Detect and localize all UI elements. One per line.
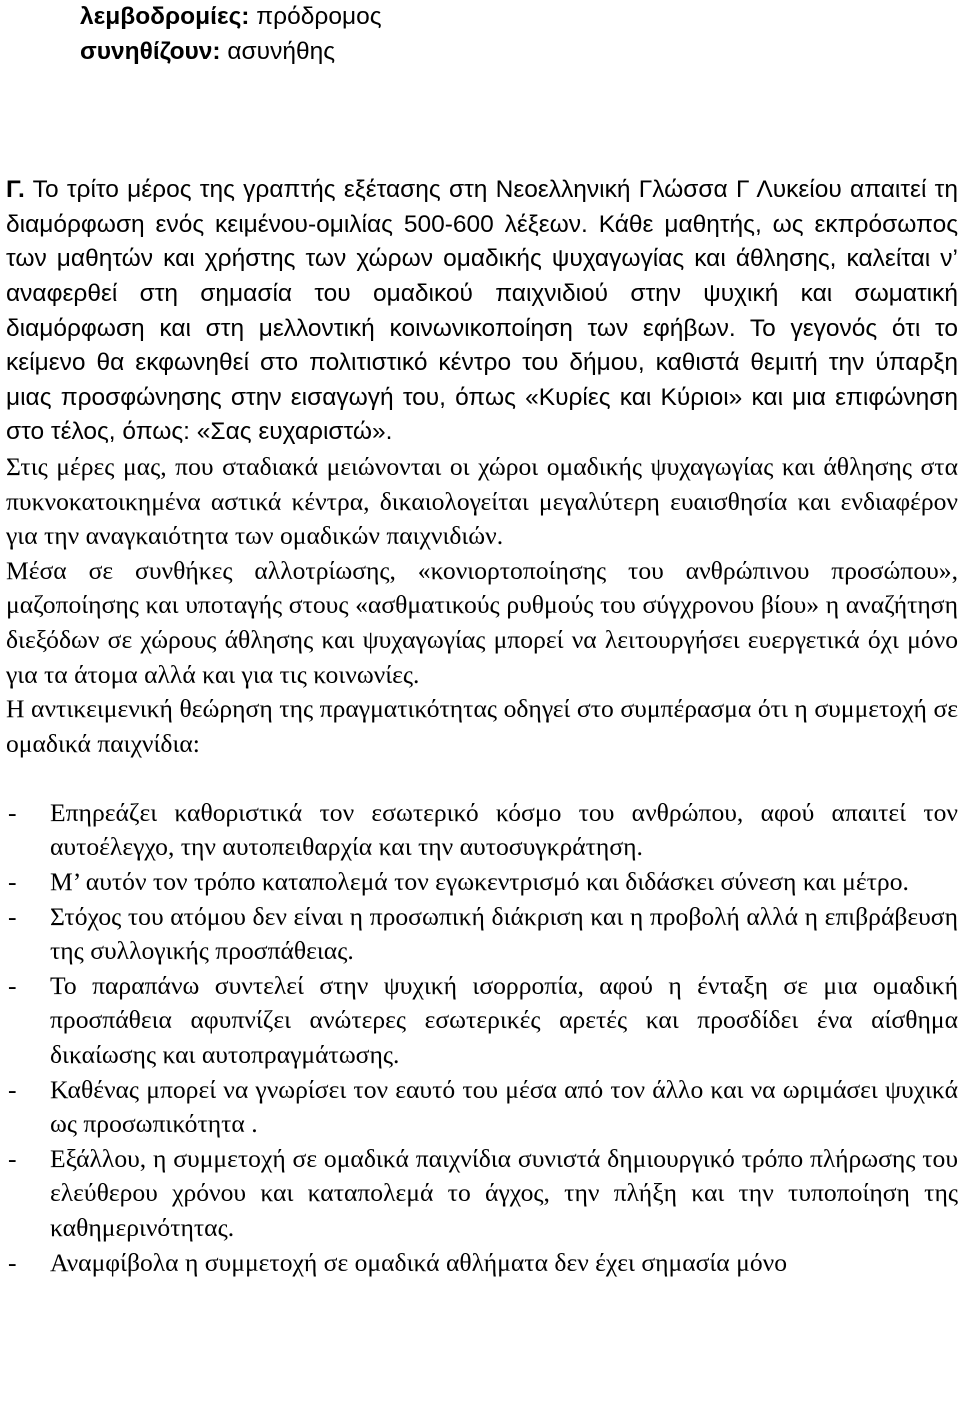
document-page [6,0,958,1280]
vocabulary-word: συνηθίζουν: [80,37,221,65]
bullet-dash: - [8,797,17,827]
list-item-text: Το παραπάνω συντελεί στην ψυχική ισορροπία, αφού η ένταξη σε μια ομαδική προσπάθεια αφυπνίζει ανώτερες εσωτερικές αρετές και προσδίδει ένα αίσθημα δικαίωσης και αυτοπραγμάτωσης. [50,970,958,1070]
bullet-list [6,796,958,1280]
body-paragraph: Μέσα σε συνθήκες αλλοτρίωσης, «κονιορτοποίησης του ανθρώπινου προσώπου», μαζοποίησης και υποταγής στους «ασθματικούς ρυθμούς του σύγχρονου βίου» η αναζήτηση διεξόδων σε χώρους άθλησης και ψυχαγωγίας μπορεί να λειτουργήσει ευεργετικά όχι μόνο για τα άτομα αλλά και για τις κοινωνίες. [6,555,958,689]
bullet-dash: - [8,867,17,897]
list-item-text: Αναμφίβολα η συμμετοχή σε ομαδικά αθλήματα δεν έχει σημασία μόνο [50,1247,788,1277]
spacer [6,69,958,173]
section-g-prompt [6,173,958,450]
bullet-dash: - [8,970,17,1000]
vocabulary-meaning: πρόδρομος [256,3,382,30]
spacer [6,761,958,796]
list-item [6,1246,958,1281]
vocabulary-meaning: ασυνήθης [227,37,336,65]
vocabulary-item [80,0,958,35]
bullet-dash: - [8,901,17,931]
bullet-dash: - [8,1074,17,1104]
list-item-text: Καθένας μπορεί να γνωρίσει τον εαυτό του μέσα από τον άλλο και να ωριμάσει ψυχικά ως προσωπικότητα . [50,1074,958,1139]
list-item [6,865,958,900]
vocabulary-item [80,35,958,70]
vocabulary-list [80,0,958,69]
bullet-dash: - [8,1143,17,1173]
list-item [6,1142,958,1246]
list-item-text: Στόχος του ατόμου δεν είναι η προσωπική διάκριση και η προβολή αλλά η επιβράβευση της συλλογικής προσπάθειας. [50,901,958,966]
list-item-text: Επηρεάζει καθοριστικά τον εσωτερικό κόσμο του ανθρώπου, αφού απαιτεί τον αυτοέλεγχο, την αυτοπειθαρχία και την αυτοσυγκράτηση. [50,797,958,862]
body-paragraph: Στις μέρες μας, που σταδιακά μειώνονται οι χώροι ομαδικής ψυχαγωγίας και άθλησης στα πυκνοκατοικημένα αστικά κέντρα, δικαιολογείται μεγαλύτερη ευαισθησία και ενδιαφέρον για την αναγκαιότητα των ομαδικών παιχνιδιών. [6,451,958,551]
body-paragraph: Η αντικειμενική θεώρηση της πραγματικότητας οδηγεί στο συμπέρασμα ότι η συμμετοχή σε ομαδικά παιχνίδια: [6,694,958,758]
list-item-text: Εξάλλου, η συμμετοχή σε ομαδικά παιχνίδια συνιστά δημιουργικό τρόπο πλήρωσης του ελεύθερου χρόνου και καταπολεμά το άγχος, την πλήξη και την τυποποίηση της καθημερινότητας. [50,1143,958,1242]
list-item [6,969,958,1073]
list-item [6,796,958,865]
list-item-text: Μ’ αυτόν τον τρόπο καταπολεμά τον εγωκεντρισμό και διδάσκει σύνεση και μέτρο. [50,867,909,897]
list-item [6,900,958,969]
section-label: Γ. [6,176,25,204]
bullet-dash: - [8,1247,17,1277]
list-item [6,1073,958,1142]
section-text: Το τρίτο μέρος της γραπτής εξέτασης στη Νεοελληνική Γλώσσα Γ Λυκείου απαιτεί τη διαμόρφωση ενός κειμένου-ομιλίας 500-600 λέξεων. Κάθε μαθητής, ως εκπρόσωπος των μαθητών και χρήστης των χώρων ομαδικής ψυχαγωγίας και άθλησης, καλείται ν’ αναφερθεί στη σημασία του ομαδικού παιχνιδιού στην ψυχική και σωματική διαμόρφωση και στη μελλοντική κοινωνικοποίηση των εφήβων. Το γεγονός ότι το κείμενο θα εκφωνηθεί στο πολιτιστικό κέντρο του δήμου, καθιστά θεμιτή την ύπαρξη μιας προσφώνησης στην εισαγωγή του, όπως «Κυρίες και Κύριοι» και μια επιφώνηση στο τέλος, όπως: «Σας ευχαριστώ». [6,176,958,446]
vocabulary-word: λεμβοδρομίες: [80,3,250,30]
